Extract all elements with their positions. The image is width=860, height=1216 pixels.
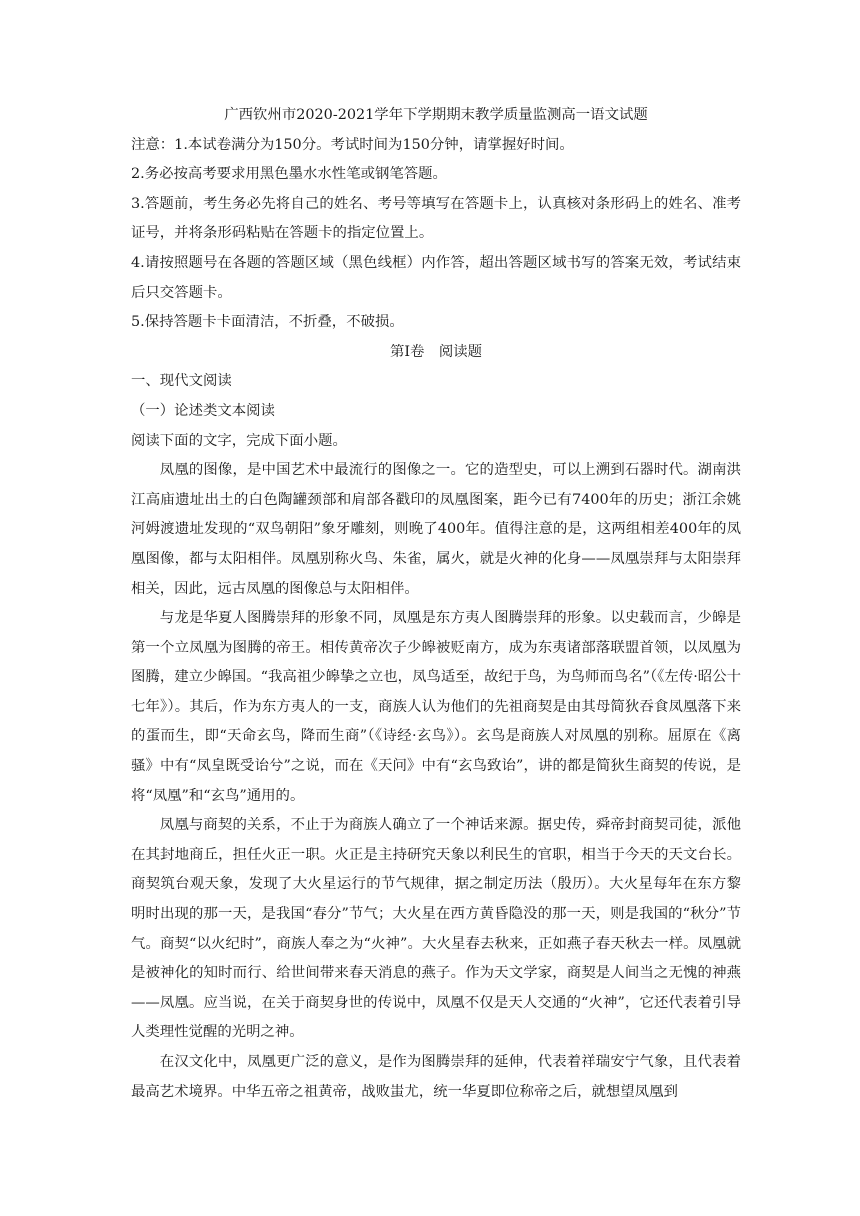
note-item: 5.保持答题卡卡面清洁，不折叠，不破损。 bbox=[131, 314, 404, 331]
reading-passage bbox=[131, 456, 741, 1107]
passage-paragraph: 在汉文化中，凤凰更广泛的意义，是作为图腾崇拜的延伸，代表着祥瑞安宁气象，且代表着最高艺术境界。中华五帝之祖黄帝，战败蚩尤，统一华夏即位称帝之后，就想望凤凰到 bbox=[131, 1054, 741, 1100]
exam-page bbox=[131, 101, 741, 1107]
volume-heading: 第Ⅰ卷 阅读题 bbox=[389, 343, 483, 360]
note-item: 2.务必按高考要求用黑色墨水水性笔或钢笔答题。 bbox=[131, 166, 447, 183]
exam-title: 广西钦州市2020-2021学年下学期期末教学质量监测高一语文试题 bbox=[224, 107, 648, 123]
subsection-heading: （一）论述类文本阅读 bbox=[131, 402, 275, 419]
reading-instruction: 阅读下面的文字，完成下面小题。 bbox=[131, 432, 347, 449]
exam-notes bbox=[131, 131, 741, 338]
passage-paragraph: 凤凰与商契的关系，不止于为商族人确立了一个神话来源。据史传，舜帝封商契司徒，派他在其封地商丘，担任火正一职。火正是主持研究天象以利民生的官职，相当于今天的天文台长。商契筑台观天象，发现了大火星运行的节气规律，据之制定历法（殷历）。大火星每年在东方黎明时出现的那一天，是我国“春分”节气；大火星在西方黄昏隐没的那一天，则是我国的“秋分”节气。商契“以火纪时”，商族人奉之为“火神”。大火星春去秋来，正如燕子春天秋去一样。凤凰就是被神化的知时而行、给世间带来春天消息的燕子。作为天文学家，商契是人间当之无愧的神燕——凤凰。应当说，在关于商契身世的传说中，凤凰不仅是天人交通的“火神”，它还代表着引导人类理性觉醒的光明之神。 bbox=[131, 817, 741, 1041]
note-item: 注意：1.本试卷满分为150分。考试时间为150分钟，请掌握好时间。 bbox=[131, 136, 574, 153]
passage-paragraph: 与龙是华夏人图腾崇拜的形象不同，凤凰是东方夷人图腾崇拜的形象。以史载而言，少皞是第一个立凤凰为图腾的帝王。相传黄帝次子少皞被贬南方，成为东夷诸部落联盟首领，以凤凰为图腾，建立少皞国。“我高祖少皞挚之立也，凤鸟适至，故纪于鸟，为鸟师而鸟名”（《左传·昭公十七年》）。其后，作为东方夷人的一支，商族人认为他们的先祖商契是由其母简狄吞食凤凰落下来的蛋而生，即“天命玄鸟，降而生商”（《诗经·玄鸟》）。玄鸟是商族人对凤凰的别称。屈原在《离骚》中有“凤皇既受诒兮”之说，而在《天问》中有“玄鸟致诒”，讲的都是简狄生商契的传说，是将“凤凰”和“玄鸟”通用的。 bbox=[131, 610, 741, 804]
note-item: 4.请按照题号在各题的答题区域（黑色线框）内作答，超出答题区域书写的答案无效，考试结束后只交答题卡。 bbox=[131, 254, 741, 301]
passage-paragraph: 凤凰的图像，是中国艺术中最流行的图像之一。它的造型史，可以上溯到石器时代。湖南洪江高庙遗址出土的白色陶罐颈部和肩部各戳印的凤凰图案，距今已有7400年的历史；浙江余姚河姆渡遗址发现的“双鸟朝阳”象牙雕刻，则晚了400年。值得注意的是，这两组相差400年的凤凰图像，都与太阳相伴。凤凰别称火鸟、朱雀，属火，就是火神的化身——凤凰崇拜与太阳崇拜相关，因此，远古凤凰的图像总与太阳相伴。 bbox=[131, 462, 741, 597]
note-item: 3.答题前，考生务必先将自己的姓名、考号等填写在答题卡上，认真核对条形码上的姓名、准考证号，并将条形码粘贴在答题卡的指定位置上。 bbox=[131, 195, 741, 242]
section-heading: 一、现代文阅读 bbox=[131, 373, 232, 390]
